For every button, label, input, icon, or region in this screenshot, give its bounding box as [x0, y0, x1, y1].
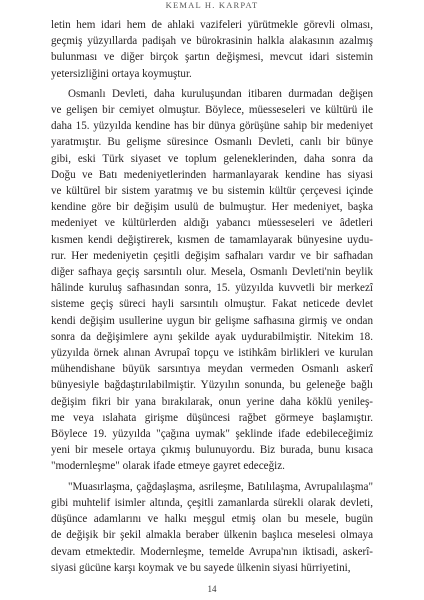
text-line: değişim fikri bir yana bırakılarak, onun yerine daha köklü yenileş- — [51, 395, 373, 408]
text-line: Böylece 19. yüzyılda "çağına uymak" şeklinde ifade edebileceğimiz — [51, 428, 373, 441]
text-line: devam etmektedir. Modernleşme, temelde Avrupa'nın iktisadi, askerî- — [51, 545, 373, 558]
text-line: kısmen kendi değiştirerek, kısmen de tamamlayarak bünyesine uydu- — [51, 233, 373, 246]
text-line: kendine göre bir değişim usulü de bulmuştur. Her medeniyet, başka — [51, 201, 373, 214]
text-line: bünyesiyle bağdaştırılabilmiştir. Yüzyılın sonunda, bu geleneğe bağlı — [51, 379, 373, 392]
text-line: "modernleşme" olarak ifade etmeye gayret edeceğiz. — [51, 460, 285, 473]
text-line: sisteme geçiş süreci hayli sarsıntılı olmuştur. Fakat neticede devlet — [51, 298, 373, 311]
text-line: "Muasırlaşma, çağdaşlaşma, asrileşme, Batılılaşma, Avrupalılaşma" — [68, 480, 373, 493]
text-line: yüzyılda örnek alınan Avrupaî topçu ve istihkâm birlikleri ve kurulan — [51, 347, 373, 360]
text-line: siyasi gücüne karşı koymak ve bu sayede ülkenin siyasi hürriyetini, — [51, 561, 351, 574]
text-line: düşünce adamlarını ve halkı meşgul etmiş olan bu mesele, bugün — [51, 513, 373, 526]
text-line: medeniyet ve kültürlerden aldığı yabancı müesseseleri ve âdetleri — [51, 217, 373, 230]
paragraph — [51, 17, 373, 82]
text-line: letin hem idari hem de ahlaki vazifeleri yürütmekle görevli olması, — [51, 19, 373, 31]
text-line: Doğu ve Batı medeniyetlerinden harmanlayarak kendine has siyasi — [51, 168, 373, 181]
text-line: kendi değişim usullerine uygun bir gelişme safhasına girmiş ve ondan — [51, 314, 373, 327]
paragraph — [51, 479, 373, 576]
text-line: gibi, eski Türk siyaset ve toplum geleneklerinden, daha sonra da — [51, 152, 373, 165]
text-line: yetersizliğini ortaya koymuştur. — [51, 67, 192, 80]
text-line: daha 15. yüzyılda kendine has bir dünya görüşüne sahip bir medeniyet — [51, 120, 373, 133]
text-line: diğer safhaya geçiş sarsıntılı olur. Mesela, Osmanlı Devleti'nin beylik — [51, 266, 373, 279]
body-text — [51, 17, 373, 576]
text-line: Osmanlı Devleti, daha kuruluşundan itibaren durmadan değişen — [68, 87, 373, 100]
text-line: mühendishane büyük sarsıntıya meydan vermeden Osmanlı askerî — [51, 363, 373, 376]
text-line: sonra da değişimlere aynı şekilde ayak uydurabilmiştir. Nitekim 18. — [51, 330, 373, 343]
text-line: gibi muhtelif isimler altında, çeşitli zamanlarda sürekli olarak devleti, — [51, 496, 373, 509]
text-line: ve gelişen bir cemiyet olmuştur. Böylece, müesseseleri ve kültürü ile — [51, 104, 373, 117]
running-head-title: KEMAL H. KARPAT — [165, 0, 259, 10]
text-line: yeni bir mesele ortaya çıkmış bulunuyordu. Biz burada, bunu kısaca — [51, 444, 373, 457]
text-line: hâlinde kuruluş safhasından sonra, 15. yüzyılda kuvvetli bir merkezî — [51, 282, 373, 295]
text-line: geçmiş yüzyıllarda padişah ve bürokrasinin halkla alakasının azalmış — [51, 35, 373, 48]
page-number — [0, 584, 424, 594]
text-line: yaratmıştır. Bu gelişme süresince Osmanlı Devleti, canlı bir bünye — [51, 136, 373, 149]
text-line: bulunması ve diğer birçok şartın değişmesi, mevcut idari sistemin — [51, 51, 373, 64]
text-line: ve kültürel bir sistem yaratmış ve bu sistemin kültür çerçevesi içinde — [51, 185, 373, 198]
page-number-text: 14 — [207, 584, 217, 594]
paragraph — [51, 86, 373, 475]
text-line: rur. Her medeniyetin çeşitli değişim safhaları vardır ve bir safhadan — [51, 249, 373, 262]
running-head — [0, 0, 424, 11]
text-line: me veya ıslahata girişme düşüncesi rağbet görmeye başlamıştır. — [51, 411, 373, 424]
text-line: de değişik bir şekil almakla beraber ülkenin başlıca meselesi olmaya — [51, 529, 373, 542]
